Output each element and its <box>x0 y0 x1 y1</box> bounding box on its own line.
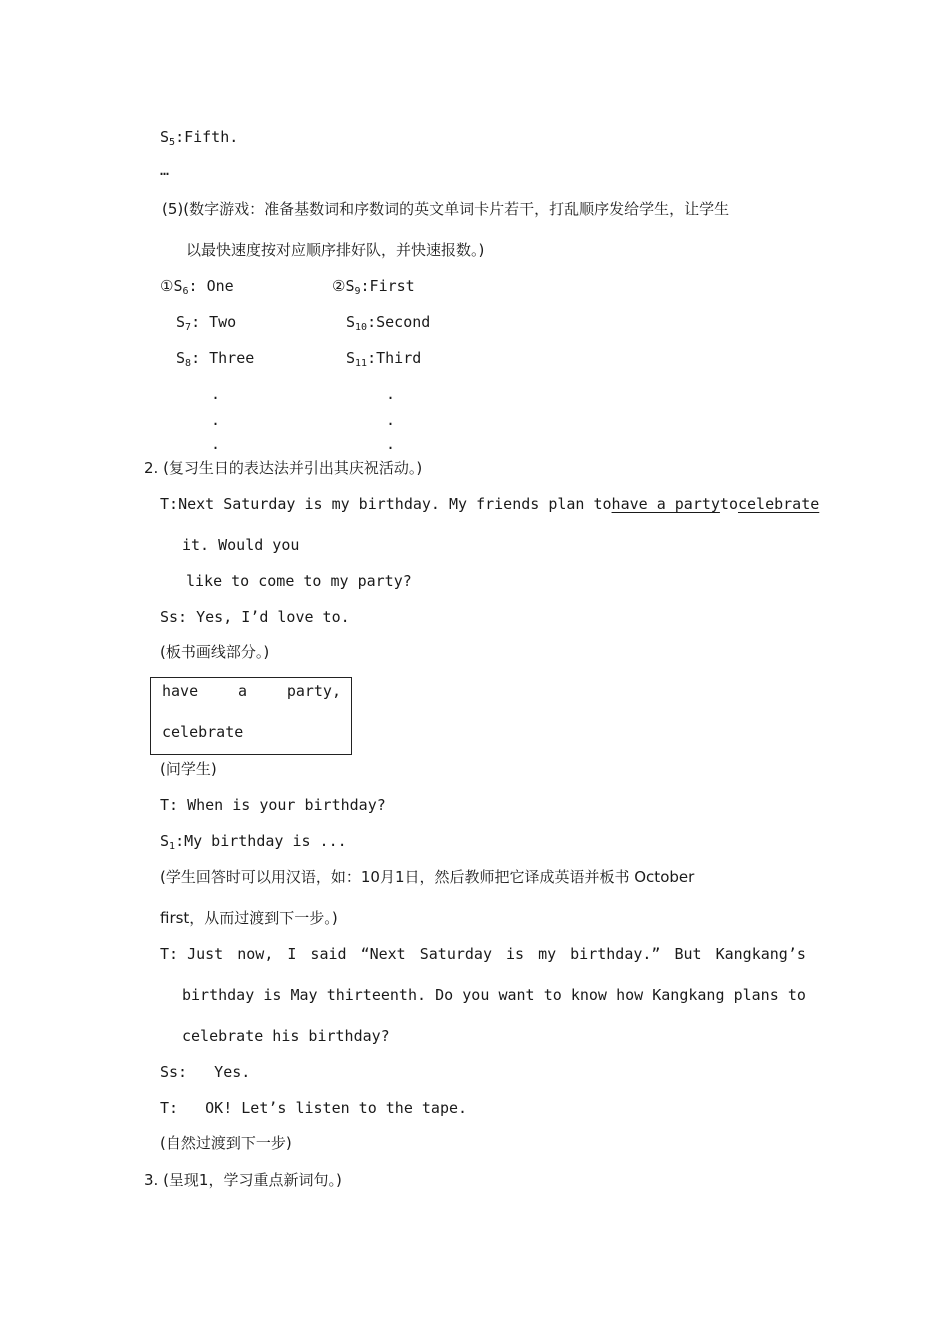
note-line-1: (学生回答时可以用汉语，如：10月1日，然后教师把它译成英语并板书 October <box>160 868 695 886</box>
right-column-row-1: $②S_9:First$ <box>332 277 415 297</box>
dot: . <box>386 435 396 453</box>
board-box <box>150 677 352 755</box>
board-note: (板书画线部分。) <box>160 643 270 661</box>
dot: . <box>211 435 221 453</box>
left-column-row-2: $S_7$: Two <box>176 313 237 333</box>
teacher-line-2: T: When is your birthday? <box>160 796 386 814</box>
teacher-line-3: T: Just now, I said “Next Saturday is my birthday.” But Kangkang’s <box>160 945 806 963</box>
student-s1-line: $S_1:My$ birthday is ... <box>160 832 347 852</box>
underlined-have-a-party: have a party <box>611 495 720 513</box>
teacher-line-3-cont: birthday is May thirteenth. Do you want to know how Kangkang plans to <box>182 986 806 1004</box>
dot: . <box>386 411 396 429</box>
transition-note: (自然过渡到下一步) <box>160 1134 292 1152</box>
students-reply-1: Ss: Yes, I’d love to. <box>160 608 350 626</box>
teacher-line-1-cont: it. Would you <box>182 536 300 554</box>
dot: . <box>386 385 396 403</box>
right-column-row-3: $S_{11}:Third$ <box>346 349 422 369</box>
teacher-line-1: T: Next Saturday is my birthday. My friends plan to have a party to celebrate <box>160 495 820 513</box>
section-3-heading: 3. (呈现1，学习重点新词句。) <box>144 1171 342 1189</box>
left-column-row-3: $S_8$: Three <box>176 349 255 369</box>
note-line-2: first，从而过渡到下一步。) <box>160 909 338 927</box>
left-column-row-1: $①S_6$: One <box>160 277 234 297</box>
dialogue-line-s5: $S_5:Fifth$. <box>160 128 239 148</box>
board-box-line-2: celebrate <box>162 723 244 741</box>
right-column-row-2: $S_{10}:Second$ <box>346 313 431 333</box>
board-box-line-1: have a party, <box>162 682 341 700</box>
dot: . <box>211 411 221 429</box>
teacher-line-3-cont-2: celebrate his birthday? <box>182 1027 390 1045</box>
students-reply-2: Ss: Yes. <box>160 1063 251 1081</box>
game-instruction-line-1: (5)(数字游戏：准备基数词和序数词的英文单词卡片若干，打乱顺序发给学生，让学生 <box>162 200 730 218</box>
ask-students-note: (问学生) <box>160 760 217 778</box>
dot: . <box>211 385 221 403</box>
teacher-line-4: T: OK! Let’s listen to the tape. <box>160 1099 468 1117</box>
game-instruction-line-2: 以最快速度按对应顺序排好队，并快速报数。) <box>186 241 485 259</box>
ellipsis: … <box>160 161 170 179</box>
underlined-celebrate: celebrate <box>737 495 820 513</box>
teacher-line-1-cont-2: like to come to my party? <box>186 572 412 590</box>
section-2-heading: 2. (复习生日的表达法并引出其庆祝活动。) <box>144 459 423 477</box>
